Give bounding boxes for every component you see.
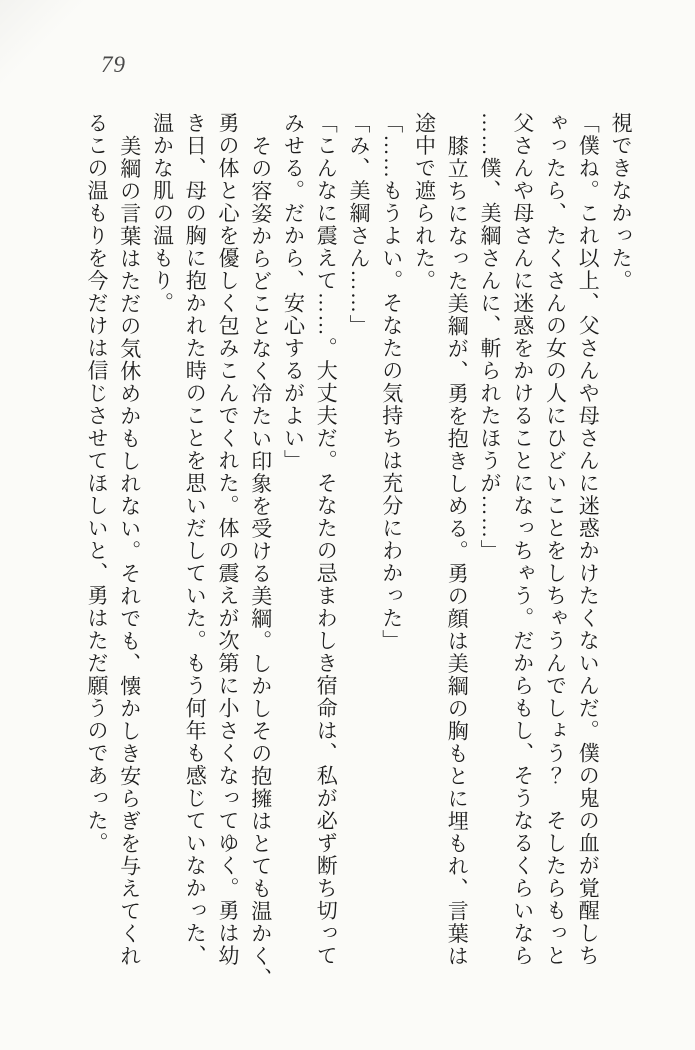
text-line: 「み、美綱さん……」 xyxy=(347,112,371,337)
text-line: みせる。だから、安心するがよい」 xyxy=(281,112,306,472)
text-line: 「僕ね。これ以上、父さんや母さんに迷惑かけたくないんだ。僕の鬼の血が覚醒しち xyxy=(576,112,601,967)
text-line: るこの温もりを今だけは信じさせてほしいと、勇はただ願うのであった。 xyxy=(85,112,109,855)
text-line: ゃったら、たくさんの女の人にひどいことをしちゃうんでしょう？ そしたらもっと xyxy=(543,112,568,967)
text-line: 勇の体と心を優しく包みこんでくれた。体の震えが次第に小さくなってゆく。勇は幼 xyxy=(216,112,240,967)
text-line: 膝立ちになった美綱が、勇を抱きしめる。勇の顔は美綱の胸もとに埋もれ、言葉は xyxy=(445,134,470,967)
text-block xyxy=(80,112,637,1012)
text-line: 父さんや母さんに迷惑をかけることになっちゃう。だからもし、そうなるくらいなら xyxy=(510,112,535,967)
text-line: 温かな肌の温もり。 xyxy=(150,112,175,315)
text-line: 「こんなに震えて……。大丈夫だ。そなたの忌まわしき宿命は、私が必ず断ち切って xyxy=(314,112,339,967)
text-line: 視できなかった。 xyxy=(609,112,633,292)
text-line: その容姿からどことなく冷たい印象を受ける美綱。しかしその抱擁はとても温かく、 xyxy=(248,134,273,990)
text-line: き日、母の胸に抱かれた時のことを思いだしていた。もう何年も感じていなかった、 xyxy=(183,112,208,967)
text-line: 「……もうよい。そなたの気持ちは充分にわかった」 xyxy=(379,112,404,652)
text-line: 美綱の言葉はただの気休めかもしれない。それでも、懐かしき安らぎを与えてくれ xyxy=(117,134,142,967)
page-number: 79 xyxy=(101,52,126,77)
text-line: ……僕、美綱さんに、斬られたほうが……」 xyxy=(478,112,502,562)
text-line: 途中で遮られた。 xyxy=(412,112,437,292)
